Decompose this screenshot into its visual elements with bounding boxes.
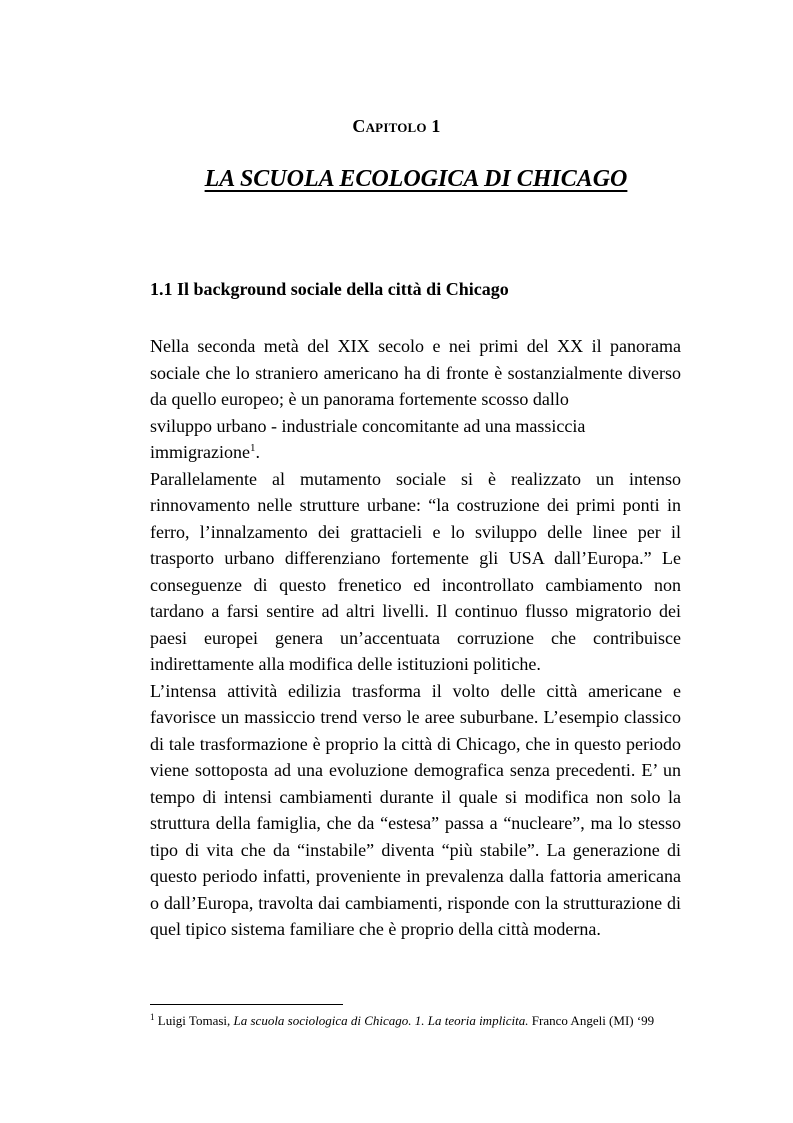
body-text: [150, 333, 681, 943]
footnote-publisher: Franco Angeli (MI) ‘99: [531, 1013, 655, 1028]
footnote-title: La scuola sociologica di Chicago. 1. La teoria implicita.: [233, 1013, 529, 1028]
footnote-number: 1: [150, 1012, 155, 1022]
paragraph-1-main: Nella seconda metà del XIX secolo e nei primi del XX il panorama sociale che lo straniero americano ha di fronte è sostanzialmente diverso da quello europeo; è un panorama fortemente scosso dallo: [150, 336, 681, 409]
paragraph-2: Parallelamente al mutamento sociale si è realizzato un intenso rinnovamento nelle strutture urbane: “la costruzione dei primi ponti in ferro, l’innalzamento dei grattacieli e lo sviluppo delle linee per il trasporto urbano differenziano fortemente gli USA dall’Europa.” Le conseguenze di questo frenetico ed incontrollato cambiamento non tardano a farsi sentire ad altri livelli. Il continuo flusso migratorio dei paesi europei genera un’accentuata corruzione che contribuisce indirettamente alla modifica delle istituzioni politiche.: [150, 468, 681, 674]
paragraph-1-tail-text: sviluppo urbano - industriale concomitante ad una massiccia immigrazione: [150, 415, 586, 462]
footnote-separator: [150, 1004, 343, 1005]
footnote: [150, 1013, 710, 1029]
footnote-reference[interactable]: 1: [249, 442, 256, 454]
paragraph-1-tail: [150, 413, 681, 466]
footnote-author: Luigi Tomasi,: [157, 1013, 231, 1028]
paragraph-3: L’intensa attività edilizia trasforma il volto delle città americane e favorisce un massiccio trend verso le aree suburbane. L’esempio classico di tale trasformazione è proprio la città di Chicago, che in questo periodo viene sottoposta ad una evoluzione demografica senza precedenti. E’ un tempo di intensi cambiamenti durante il quale si modifica non solo la struttura della famiglia, che da “estesa” passa a “nucleare”, ma lo stesso tipo di vita che da “instabile” diventa “più stabile”. La generazione di questo periodo infatti, proveniente in prevalenza dalla fattoria americana o dall’Europa, travolta dai cambiamenti, risponde con la strutturazione di quel tipico sistema familiare che è proprio della città moderna.: [150, 680, 681, 939]
chapter-label: Capitolo 1: [352, 116, 441, 136]
section-heading: 1.1 Il background sociale della città di Chicago: [150, 279, 509, 299]
chapter-title: LA SCUOLA ECOLOGICA DI CHICAGO: [204, 166, 628, 192]
paragraph-1-end: .: [255, 442, 260, 462]
